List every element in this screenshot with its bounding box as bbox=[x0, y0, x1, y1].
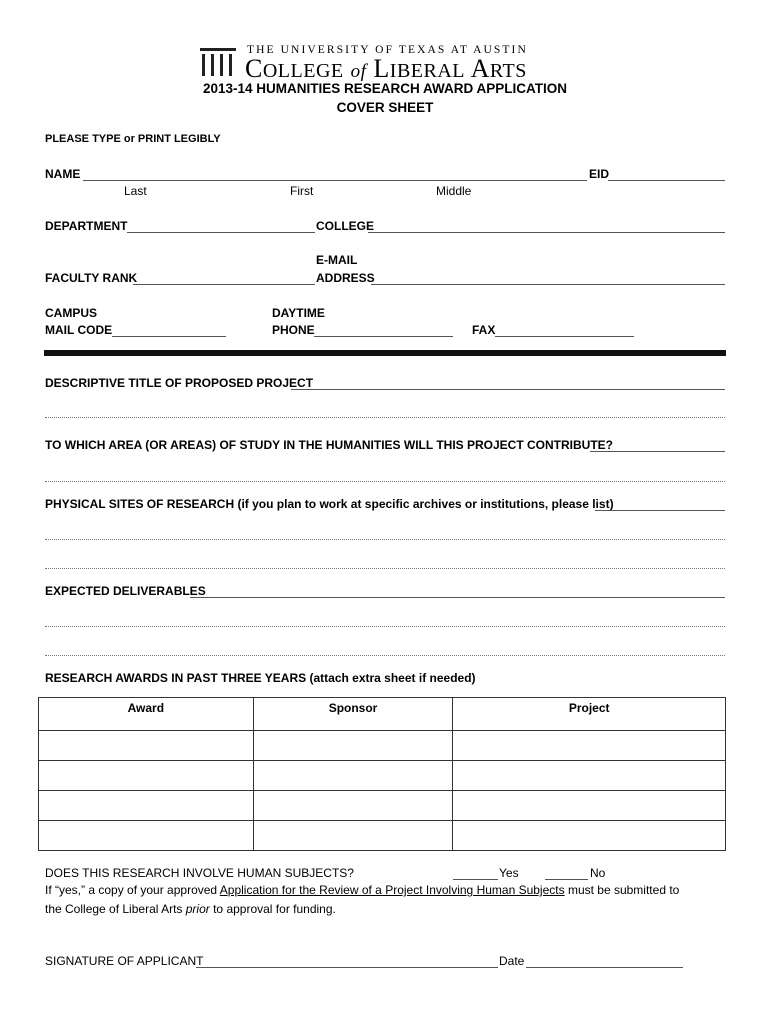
table-row bbox=[39, 821, 726, 851]
name-label: NAME bbox=[45, 167, 81, 181]
table-row bbox=[39, 791, 726, 821]
sponsor-cell[interactable] bbox=[253, 791, 453, 821]
eid-field[interactable] bbox=[608, 166, 725, 181]
page-title: 2013-14 HUMANITIES RESEARCH AWARD APPLICATION bbox=[202, 81, 568, 96]
campus-label-line1: CAMPUS bbox=[45, 306, 98, 320]
email-field[interactable] bbox=[371, 270, 725, 285]
columns-icon bbox=[200, 48, 236, 78]
fax-label: FAX bbox=[472, 323, 496, 337]
human-subjects-question: DOES THIS RESEARCH INVOLVE HUMAN SUBJECTS? bbox=[45, 866, 354, 880]
college-label: COLLEGE bbox=[316, 219, 375, 233]
project-title-label: DESCRIPTIVE TITLE OF PROPOSED PROJECT bbox=[45, 376, 314, 390]
logo-rts: RTS bbox=[489, 60, 527, 82]
department-field[interactable] bbox=[127, 218, 315, 233]
campus-label-line2: MAIL CODE bbox=[45, 323, 113, 337]
note-text-4: to approval for funding. bbox=[209, 902, 336, 916]
deliverables-extra-line-1[interactable] bbox=[45, 626, 725, 627]
section-divider bbox=[44, 350, 726, 356]
faculty-rank-field[interactable] bbox=[133, 270, 315, 285]
human-subjects-note-line1 bbox=[45, 883, 679, 897]
project-column-header: Project bbox=[453, 698, 726, 731]
email-label-line2: ADDRESS bbox=[316, 271, 375, 285]
name-field[interactable] bbox=[83, 166, 587, 181]
yes-blank[interactable] bbox=[453, 865, 498, 880]
college-logo bbox=[200, 44, 570, 82]
note-text-2: must be submitted to bbox=[564, 883, 680, 897]
project-cell[interactable] bbox=[453, 791, 726, 821]
areas-field[interactable] bbox=[590, 437, 725, 452]
deliverables-label: EXPECTED DELIVERABLES bbox=[45, 584, 206, 598]
sites-extra-line-1[interactable] bbox=[45, 539, 725, 540]
awards-table bbox=[38, 697, 726, 851]
no-label: No bbox=[590, 866, 606, 880]
logo-l: L bbox=[373, 54, 390, 83]
note-text-1: If “yes,” a copy of your approved bbox=[45, 883, 220, 897]
sites-label: PHYSICAL SITES OF RESEARCH (if you plan to work at specific archives or institutions, please list) bbox=[45, 497, 614, 511]
project-title-field[interactable] bbox=[291, 375, 725, 390]
award-cell[interactable] bbox=[39, 821, 254, 851]
date-field[interactable] bbox=[526, 953, 683, 968]
daytime-label-line2: PHONE bbox=[272, 323, 315, 337]
page-subtitle: COVER SHEET bbox=[336, 100, 434, 115]
daytime-label-line1: DAYTIME bbox=[272, 306, 325, 320]
no-blank[interactable] bbox=[545, 865, 588, 880]
signature-field[interactable] bbox=[196, 953, 498, 968]
fax-field[interactable] bbox=[495, 322, 634, 337]
logo-college-name bbox=[245, 54, 527, 84]
eid-label: EID bbox=[589, 167, 610, 181]
sponsor-cell[interactable] bbox=[253, 731, 453, 761]
first-caption: First bbox=[290, 184, 314, 198]
table-row bbox=[39, 731, 726, 761]
date-label: Date bbox=[499, 954, 525, 968]
faculty-rank-label: FACULTY RANK bbox=[45, 271, 138, 285]
human-subjects-note-line2 bbox=[45, 902, 336, 916]
sites-extra-line-2[interactable] bbox=[45, 568, 725, 569]
sponsor-column-header: Sponsor bbox=[253, 698, 453, 731]
deliverables-extra-line-2[interactable] bbox=[45, 655, 725, 656]
areas-label: TO WHICH AREA (OR AREAS) OF STUDY IN THE HUMANITIES WILL THIS PROJECT CONTRIBUTE? bbox=[45, 438, 614, 452]
logo-a: A bbox=[470, 54, 490, 83]
deliverables-field[interactable] bbox=[190, 583, 725, 598]
note-prior: prior bbox=[185, 902, 210, 916]
logo-ollege: OLLEGE bbox=[262, 60, 344, 82]
review-application-link[interactable]: Application for the Review of a Project Involving Human Subjects bbox=[219, 883, 565, 897]
awards-label: RESEARCH AWARDS IN PAST THREE YEARS (attach extra sheet if needed) bbox=[45, 671, 476, 685]
award-cell[interactable] bbox=[39, 791, 254, 821]
award-column-header: Award bbox=[39, 698, 254, 731]
middle-caption: Middle bbox=[436, 184, 472, 198]
yes-label: Yes bbox=[499, 866, 519, 880]
logo-university-name: THE UNIVERSITY OF TEXAS AT AUSTIN bbox=[247, 44, 528, 56]
instructions: PLEASE TYPE or PRINT LEGIBLY bbox=[45, 133, 221, 145]
logo-c: C bbox=[245, 54, 263, 83]
last-caption: Last bbox=[124, 184, 147, 198]
project-cell[interactable] bbox=[453, 761, 726, 791]
sponsor-cell[interactable] bbox=[253, 821, 453, 851]
table-row bbox=[39, 761, 726, 791]
note-text-3: the College of Liberal Arts bbox=[45, 902, 186, 916]
award-cell[interactable] bbox=[39, 731, 254, 761]
signature-label: SIGNATURE OF APPLICANT bbox=[45, 954, 204, 968]
phone-field[interactable] bbox=[314, 322, 453, 337]
project-cell[interactable] bbox=[453, 731, 726, 761]
campus-mail-code-field[interactable] bbox=[112, 322, 226, 337]
award-cell[interactable] bbox=[39, 761, 254, 791]
college-field[interactable] bbox=[368, 218, 725, 233]
areas-extra-line[interactable] bbox=[45, 481, 725, 482]
logo-iberal: IBERAL bbox=[389, 60, 465, 82]
department-label: DEPARTMENT bbox=[45, 219, 128, 233]
project-cell[interactable] bbox=[453, 821, 726, 851]
project-title-extra-line[interactable] bbox=[45, 417, 725, 418]
sponsor-cell[interactable] bbox=[253, 761, 453, 791]
email-label-line1: E-MAIL bbox=[316, 253, 358, 267]
awards-table-header bbox=[39, 698, 726, 731]
logo-of: of bbox=[350, 61, 367, 82]
sites-field[interactable] bbox=[595, 496, 725, 511]
